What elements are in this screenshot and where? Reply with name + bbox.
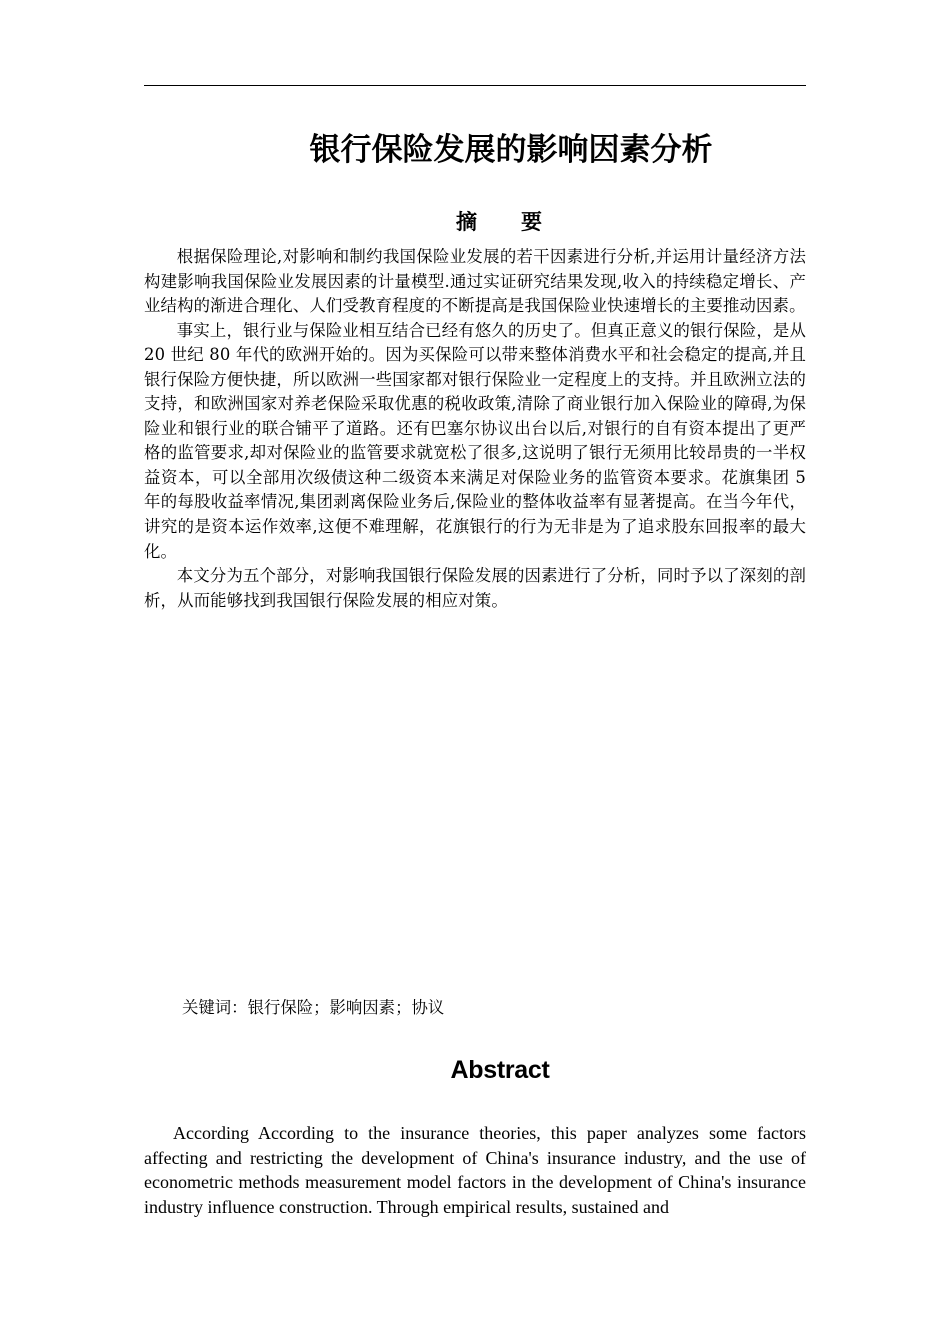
abstract-paragraph-2: 事实上，银行业与保险业相互结合已经有悠久的历史了。但真正意义的银行保险，是从 20 世纪 80 年代的欧洲开始的。因为买保险可以带来整体消费水平和社会稳定的提高,并且银行保险方便快捷，所以欧洲一些国家都对银行保险业一定程度上的支持。并且欧洲立法的支持，和欧洲国家对养老保险采取优惠的税收政策,清除了商业银行加入保险业的障碍,为保险业和银行业的联合铺平了道路。还有巴塞尔协议出台以后,对银行的自有资本提出了更严格的监管要求,却对保险业的监管要求就宽松了很多,这说明了银行无须用比较昂贵的一半权益资本，可以全部用次级债这种二级资本来满足对保险业务的监管资本要求。花旗集团 5 年的每股收益率情况,集团剥离保险业务后,保险业的整体收益率有显著提高。在当今年代，讲究的是资本运作效率,这便不难理解，花旗银行的行为无非是为了追求股东回报率的最大化。 [144,320,806,561]
abstract-heading-char-2: 要 [521,210,542,234]
abstract-paragraph-1: 根据保险理论,对影响和制约我国保险业发展的若干因素进行分析,并运用计量经济方法构建影响我国保险业发展因素的计量模型.通过实证研究结果发现,收入的持续稳定增长、产业结构的渐进合理化、人们受教育程度的不断提高是我国保险业快速增长的主要推动因素。 [144,247,806,316]
abstract-body [144,245,806,613]
english-abstract-paragraph: According According to the insurance theories, this paper analyzes some factors affecting and restricting the development of China's insurance industry, and the use of econometric methods measurement model factors in the development of China's insurance industry influence construction. Through empirical results, sustained and [144,1123,806,1218]
abstract-heading [144,204,854,240]
keywords-label: 关键词： [182,998,248,1017]
keywords-line [182,994,802,1022]
abstract-paragraph-3: 本文分为五个部分，对影响我国银行保险发展的因素进行了分析，同时予以了深刻的剖析，从而能够找到我国银行保险发展的相应对策。 [144,566,806,610]
header-rule [144,85,806,86]
abstract-heading-char-1: 摘 [456,210,477,234]
document-title: 银行保险发展的影响因素分析 [309,132,713,168]
english-abstract-heading: Abstract [450,1056,550,1084]
keywords-text: 银行保险；影响因素；协议 [247,998,445,1017]
